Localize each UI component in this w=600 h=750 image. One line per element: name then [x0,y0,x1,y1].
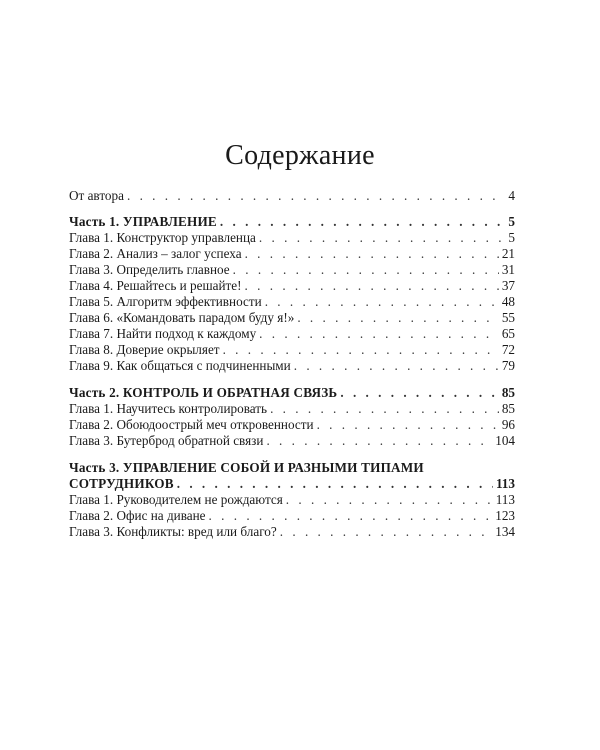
toc-entry-author-note[interactable] [69,188,515,204]
toc-part-page: 5 [508,214,515,229]
toc-chapter-page: 72 [501,342,515,357]
dot-leader [233,262,499,278]
dot-leader [223,342,499,358]
dot-leader [280,524,492,540]
toc-chapter-page: 134 [495,524,515,539]
toc-chapter[interactable] [69,262,515,278]
toc-chapter-label: Глава 7. Найти подход к каждому [69,326,257,341]
toc-chapter-label: Глава 8. Доверие окрыляет [69,342,220,357]
toc-chapter-page: 104 [495,433,515,448]
toc-chapter-page: 55 [501,310,515,325]
toc-chapter-page: 21 [501,246,515,261]
toc-part-1[interactable] [69,214,515,230]
dot-leader [127,188,505,204]
toc-part-label: Часть 1. УПРАВЛЕНИЕ [69,214,217,229]
toc-chapter-label: Глава 1. Научитесь контролировать [69,401,268,416]
toc-chapter-page: 123 [495,508,515,523]
toc-entry-page: 4 [508,188,515,203]
toc-chapter-page: 37 [501,278,515,293]
toc-chapter-label: Глава 2. Офис на диване [69,508,206,523]
toc-part-3-line1[interactable]: Часть 3. УПРАВЛЕНИЕ СОБОЙ И РАЗНЫМИ ТИПАМИ [69,460,424,475]
toc-part-label: СОТРУДНИКОВ [69,476,174,491]
toc-chapter-label: Глава 6. «Командовать парадом буду я!» [69,310,295,325]
toc-part-label: Часть 2. КОНТРОЛЬ И ОБРАТНАЯ СВЯЗЬ [69,385,338,400]
toc-part-2[interactable] [69,385,515,401]
toc-chapter-label: Глава 3. Конфликты: вред или благо? [69,524,277,539]
toc-chapter-page: 5 [508,230,515,245]
dot-leader [245,246,499,262]
toc-chapter-label: Глава 2. Анализ – залог успеха [69,246,242,261]
toc-chapter-page: 79 [501,358,515,373]
toc-chapter-label: Глава 2. Обоюдоострый меч откровенности [69,417,314,432]
toc-chapter[interactable] [69,433,515,449]
dot-leader [270,401,499,417]
toc-chapter[interactable] [69,401,515,417]
toc-chapter[interactable] [69,342,515,358]
toc-entry-label: От автора [69,188,124,203]
toc-chapter-page: 96 [501,417,515,432]
dot-leader [259,326,499,342]
toc-chapter[interactable] [69,508,515,524]
dot-leader [266,433,492,449]
toc-chapter-label: Глава 3. Бутерброд обратной связи [69,433,264,448]
toc-chapter[interactable] [69,310,515,326]
dot-leader [259,230,506,246]
toc-chapter[interactable] [69,358,515,374]
toc-chapter-label: Глава 1. Руководителем не рождаются [69,492,283,507]
toc-chapter-page: 85 [501,401,515,416]
toc-chapter-label: Глава 9. Как общаться с подчиненными [69,358,291,373]
dot-leader [265,294,499,310]
toc-chapter-page: 31 [501,262,515,277]
toc-part-page: 113 [495,476,515,491]
toc-part-page: 85 [501,385,515,400]
toc-title: Содержание [225,140,375,171]
toc-chapter-label: Глава 1. Конструктор управленца [69,230,256,245]
toc-chapter[interactable] [69,278,515,294]
toc-chapter[interactable] [69,294,515,310]
toc-chapter[interactable] [69,326,515,342]
dot-leader [220,214,505,230]
dot-leader [297,310,499,326]
toc-chapter-label: Глава 3. Определить главное [69,262,230,277]
table-of-contents [69,188,515,540]
toc-chapter-label: Глава 4. Решайтесь и решайте! [69,278,242,293]
toc-part-3[interactable] [69,476,515,492]
dot-leader [245,278,499,294]
toc-chapter[interactable] [69,524,515,540]
dot-leader [340,385,498,401]
dot-leader [317,417,499,433]
toc-chapter-page: 65 [501,326,515,341]
dot-leader [209,508,493,524]
toc-chapter[interactable] [69,417,515,433]
toc-chapter-page: 113 [495,492,515,507]
dot-leader [294,358,499,374]
dot-leader [286,492,493,508]
toc-chapter-label: Глава 5. Алгоритм эффективности [69,294,262,309]
dot-leader [177,476,493,492]
toc-chapter[interactable] [69,492,515,508]
toc-chapter[interactable] [69,230,515,246]
toc-chapter-page: 48 [501,294,515,309]
toc-chapter[interactable] [69,246,515,262]
